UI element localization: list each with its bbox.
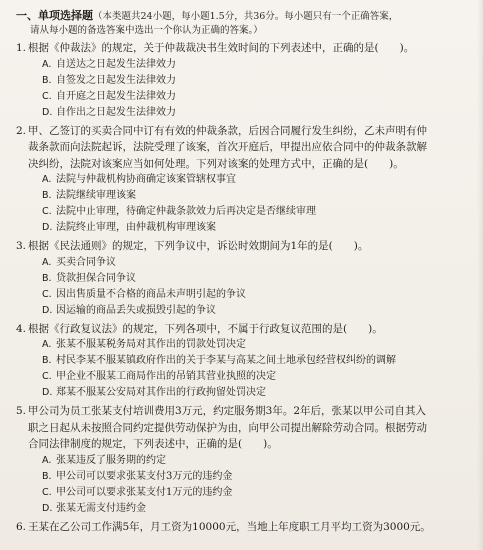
option-letter: B. [42, 190, 52, 201]
option-text: 甲企业不服某工商局作出的吊销其营业执照的决定 [56, 371, 276, 382]
option-text: 甲公司可以要求张某支付3万元的违约金 [56, 470, 233, 482]
answer-option [42, 220, 469, 236]
option-letter: A. [42, 174, 52, 185]
answer-option [42, 204, 469, 220]
question-item [14, 123, 469, 237]
question-list [14, 40, 469, 535]
option-text: 郑某不服某公安局对其作出的行政拘留处罚决定 [56, 387, 266, 398]
option-text: 法院继续审理该案 [56, 190, 136, 201]
option-letter: C. [42, 90, 52, 102]
question-number: 3. [16, 240, 27, 252]
option-text: 法院终止审理，由仲裁机构审理该案 [56, 222, 216, 233]
answer-option [42, 73, 469, 89]
question-text: 甲公司为员工张某支付培训费用3万元，约定服务期3年。2年后，张某以甲公司自其入 [28, 405, 427, 417]
answer-option [42, 353, 469, 369]
section-title: 一、单项选择题 [16, 9, 93, 22]
scan-edge-shadow [477, 0, 483, 550]
option-text: 买卖合同争议 [56, 256, 116, 268]
question-text: 根据《行政复议法》的规定，下列各项中，不属于行政复议范围的是( )。 [28, 322, 383, 335]
option-letter: A. [42, 58, 52, 70]
option-text: 张某违反了服务期的约定 [56, 454, 166, 466]
option-letter: A. [42, 256, 52, 268]
question-text: 王某在乙公司工作满5年，月工资为10000元，当地上年度职工月平均工资为3000元。 [28, 520, 431, 533]
answer-option [42, 485, 469, 501]
answer-option [42, 385, 469, 401]
option-text: 张某不服某税务局对其作出的罚款处罚决定 [56, 339, 246, 350]
question-text-continued: 裁条款而向法院起诉，法院受理了该案，首次开庭后，甲提出应依合同中的仲裁条款解 [28, 141, 427, 153]
option-letter: D. [42, 222, 53, 233]
option-text: 自签发之日起发生法律效力 [56, 74, 176, 86]
option-text: 贷款担保合同争议 [56, 272, 136, 284]
question-text: 根据《仲裁法》的规定，关于仲裁裁决书生效时间的下列表述中，正确的是( )。 [28, 42, 415, 54]
answer-option [42, 172, 469, 188]
option-text: 法院中止审理，待确定仲裁条款效力后再决定是否继续审理 [56, 206, 316, 217]
answer-option [42, 453, 469, 469]
question-item [14, 321, 469, 402]
answer-option [42, 369, 469, 385]
option-text: 张某无需支付违约金 [56, 502, 146, 514]
answer-option [42, 105, 469, 121]
question-text: 根据《民法通则》的规定，下列争议中，诉讼时效期间为1年的是( )。 [28, 240, 369, 252]
answer-option [42, 337, 469, 353]
option-letter: B. [42, 355, 52, 366]
option-letter: D. [42, 387, 53, 398]
option-letter: D. [42, 502, 53, 514]
option-letter: D. [42, 106, 53, 118]
question-stem [16, 40, 469, 57]
option-text: 自送达之日起发生法律效力 [56, 58, 176, 70]
option-text: 因运输的商品丢失或损毁引起的争议 [56, 304, 216, 316]
option-text: 因出售质量不合格的商品未声明引起的争议 [56, 288, 246, 300]
answer-option [42, 188, 469, 204]
question-text-continued: 职之日起从未按照合同约定提供劳动保护为由，向甲公司提出解除劳动合同。根据劳动 [28, 421, 427, 434]
answer-option [42, 287, 469, 303]
question-number: 5. [16, 405, 27, 417]
option-letter: A. [42, 454, 52, 466]
option-letter: B. [42, 74, 52, 86]
question-number: 4. [16, 322, 27, 335]
option-letter: B. [42, 470, 52, 482]
option-text: 甲公司可以要求张某支付1万元的违约金 [56, 486, 233, 498]
question-stem [16, 238, 469, 255]
question-item [14, 519, 469, 536]
question-item [14, 40, 469, 121]
question-stem [16, 123, 469, 173]
answer-option [42, 271, 469, 287]
question-stem [16, 321, 469, 338]
option-letter: C. [42, 486, 52, 498]
option-letter: C. [42, 288, 52, 300]
answer-option [42, 89, 469, 105]
section-header [16, 8, 469, 38]
answer-option [42, 255, 469, 271]
option-letter: B. [42, 272, 52, 284]
question-text-continued: 合同法律制度的规定，下列表述中，正确的是( )。 [28, 438, 278, 450]
answer-option [42, 57, 469, 73]
option-text: 自开庭之日起发生法律效力 [56, 90, 176, 102]
option-text: 法院与仲裁机构协商确定该案管辖权事宜 [56, 174, 236, 185]
answer-option [42, 501, 469, 517]
option-letter: C. [42, 371, 52, 382]
question-item [14, 403, 469, 517]
question-stem [16, 519, 469, 536]
option-text: 村民李某不服某镇政府作出的关于李某与高某之间土地承包经营权纠纷的调解 [56, 355, 396, 366]
question-item [14, 238, 469, 319]
question-text: 甲、乙签订的买卖合同中订有有效的仲裁条款，后因合同履行发生纠纷，乙未声明有仲 [28, 124, 427, 137]
question-number: 6. [16, 520, 27, 533]
option-letter: C. [42, 206, 52, 217]
question-text-continued: 决纠纷，法院对该案应当如何处理。下列对该案的处理方式中，正确的是( )。 [28, 157, 404, 170]
question-stem [16, 403, 469, 453]
section-instructions: （本类题共24小题，每小题1.5分，共36分。每小题只有一个正确答案， [93, 11, 399, 22]
answer-option [42, 303, 469, 319]
option-text: 自作出之日起发生法律效力 [56, 106, 176, 118]
question-number: 2. [16, 124, 27, 137]
answer-option [42, 469, 469, 485]
section-instructions-continued: 请从每小题的备选答案中选出一个你认为正确的答案。） [30, 25, 263, 36]
option-letter: D. [42, 304, 53, 316]
question-number: 1. [16, 42, 27, 54]
option-letter: A. [42, 339, 52, 350]
